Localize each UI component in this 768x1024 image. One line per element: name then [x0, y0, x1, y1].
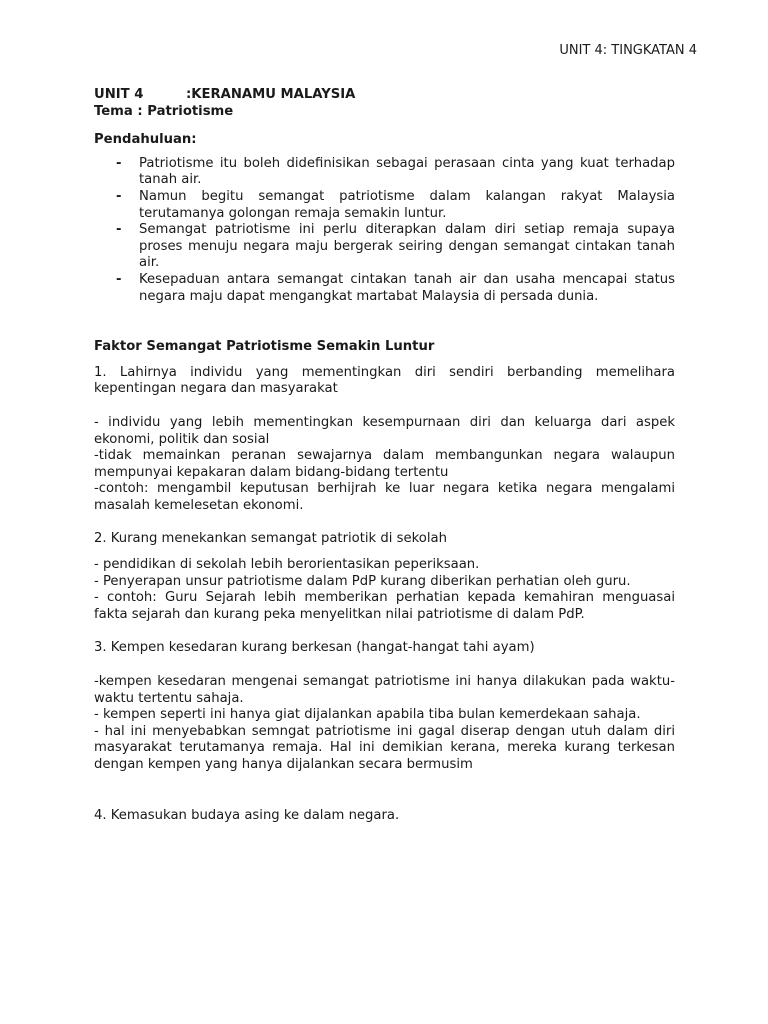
faktor-2-title: 2. Kurang menekankan semangat patriotik di sekolah	[94, 531, 447, 547]
faktor-4-title: 4. Kemasukan budaya asing ke dalam negara.	[94, 807, 400, 823]
faktor-1-line: -contoh: mengambil keputusan berhijrah ke luar negara ketika negara mengalami masalah kemelesetan ekonomi.	[94, 481, 675, 513]
list-item: - Patriotisme itu boleh didefinisikan sebagai perasaan cinta yang kuat terhadap tanah air.	[116, 156, 675, 189]
faktor-2-line: - pendidikan di sekolah lebih berorientasikan peperiksaan.	[94, 557, 480, 573]
list-item: - Kesepaduan antara semangat cintakan tanah air dan usaha mencapai status negara maju dapat mengangkat martabat Malaysia di persada dunia.	[116, 272, 675, 305]
faktor-1-title: 1. Lahirnya individu yang mementingkan diri sendiri berbanding memelihara kepentingan negara dan masyarakat	[94, 364, 675, 397]
faktor-2-line: - Penyerapan unsur patriotisme dalam PdP kurang diberikan perhatian oleh guru.	[94, 573, 631, 589]
list-item: - Namun begitu semangat patriotisme dalam kalangan rakyat Malaysia terutamanya golongan remaja semakin luntur.	[116, 189, 675, 222]
tema-line: Tema : Patriotisme	[94, 103, 234, 119]
faktor-1-line: -tidak memainkan peranan sewajarnya dalam membangunkan negara walaupun mempunyai kepakaran dalam bidang-bidang tertentu	[94, 448, 675, 480]
faktor-2-line: - contoh: Guru Sejarah lebih memberikan perhatian kepada kemahiran menguasai fakta sejarah dan kurang peka menyelitkan nilai patriotisme di dalam PdP.	[94, 590, 675, 622]
document-body	[94, 87, 675, 824]
unit-title	[94, 87, 675, 104]
unit-name: :KERANAMU MALAYSIA	[186, 87, 356, 102]
faktor-3-title: 3. Kempen kesedaran kurang berkesan (hangat-hangat tahi ayam)	[94, 640, 535, 656]
pendahuluan-list	[116, 156, 675, 305]
faktor-heading: Faktor Semangat Patriotisme Semakin Luntur	[94, 339, 435, 355]
faktor-3-line: - hal ini menyebabkan semngat patriotisme ini gagal diserap dengan utuh dalam diri masyarakat terutamanya remaja. Hal ini demikian kerana, mereka kurang terkesan dengan kempen yang hanya dijalankan secara bermusim	[94, 723, 675, 772]
faktor-1-line: - individu yang lebih mementingkan kesempurnaan diri dan keluarga dari aspek ekonomi, politik dan sosial	[94, 414, 675, 447]
faktor-3-line: -kempen kesedaran mengenai semangat patriotisme ini hanya dilakukan pada waktu-waktu tertentu sahaja.	[94, 674, 675, 706]
faktor-3-line: - kempen seperti ini hanya giat dijalankan apabila tiba bulan kemerdekaan sahaja.	[94, 707, 641, 723]
page-header: UNIT 4: TINGKATAN 4	[559, 43, 697, 58]
unit-number: UNIT 4	[94, 87, 144, 102]
list-item: - Semangat patriotisme ini perlu diterapkan dalam diri setiap remaja supaya proses menuju negara maju bergerak seiring dengan semangat cintakan tanah air.	[116, 222, 675, 272]
pendahuluan-heading: Pendahuluan:	[94, 132, 197, 148]
